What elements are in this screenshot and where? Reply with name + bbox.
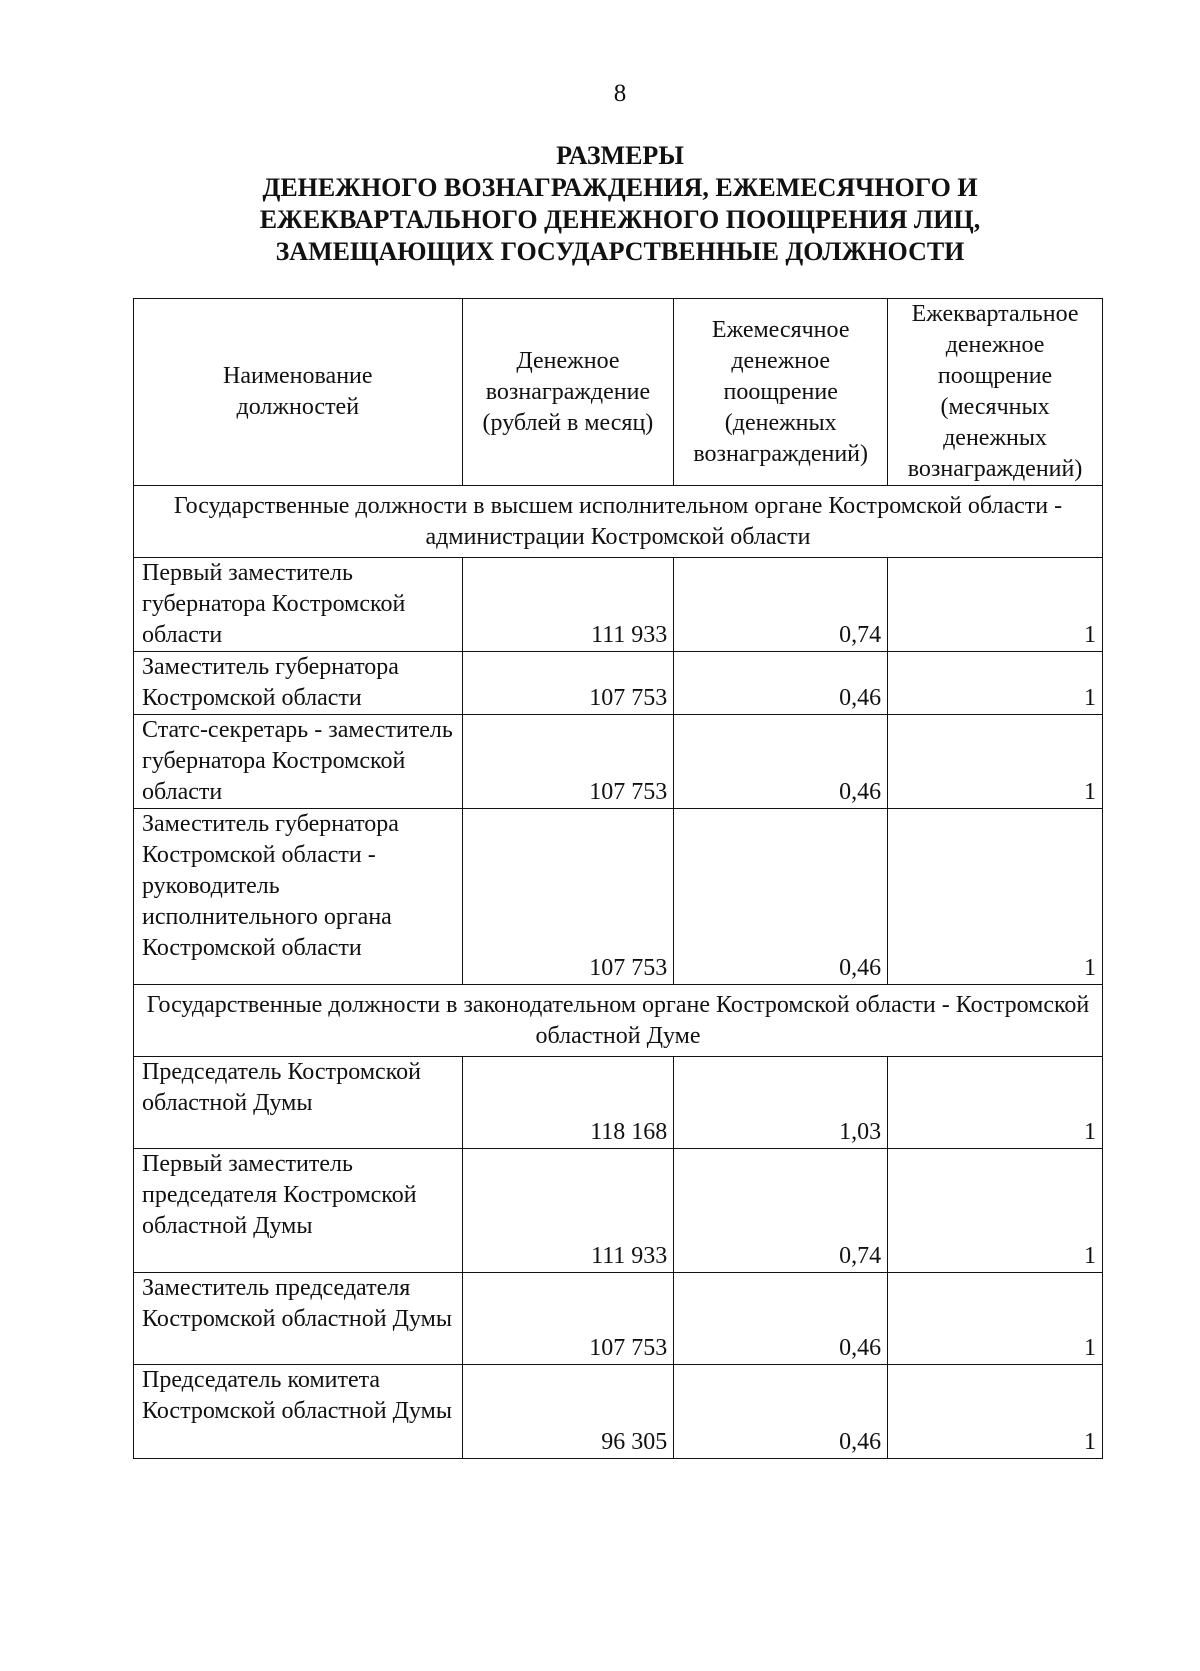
salary-value: 111 933 — [462, 1149, 674, 1273]
position-name: Заместитель председателя Костромской областной Думы — [134, 1273, 463, 1365]
position-name: Председатель комитета Костромской областной Думы — [134, 1365, 463, 1459]
position-name: Статс-секретарь - заместитель губернатора Костромской области — [134, 715, 463, 809]
position-name: Первый заместитель председателя Костромской областной Думы — [134, 1149, 463, 1273]
section-title-legislative: Государственные должности в законодательном органе Костромской области - Костромской областной Думе — [134, 985, 1103, 1057]
quarterly-bonus-value: 1 — [888, 1057, 1103, 1149]
document-title — [200, 140, 1040, 268]
table-row — [134, 1149, 1103, 1273]
position-name: Первый заместитель губернатора Костромской области — [134, 558, 463, 652]
salary-value: 107 753 — [462, 809, 674, 985]
table-row — [134, 1273, 1103, 1365]
header-monthly-bonus: Ежемесячное денежное поощрение (денежных вознаграждений) — [674, 299, 888, 486]
title-line: ЕЖЕКВАРТАЛЬНОГО ДЕНЕЖНОГО ПООЩРЕНИЯ ЛИЦ, — [259, 205, 981, 234]
salary-value: 118 168 — [462, 1057, 674, 1149]
header-position-name: Наименование должностей — [134, 299, 463, 486]
position-name: Заместитель губернатора Костромской области - руководитель исполнительного органа Костромской области — [134, 809, 463, 985]
monthly-bonus-value: 0,74 — [674, 558, 888, 652]
quarterly-bonus-value: 1 — [888, 652, 1103, 715]
title-line: ДЕНЕЖНОГО ВОЗНАГРАЖДЕНИЯ, ЕЖЕМЕСЯЧНОГО И — [262, 173, 978, 202]
table-row — [134, 715, 1103, 809]
table-row — [134, 652, 1103, 715]
quarterly-bonus-value: 1 — [888, 1273, 1103, 1365]
table-row — [134, 1365, 1103, 1459]
monthly-bonus-value: 0,74 — [674, 1149, 888, 1273]
salary-value: 107 753 — [462, 1273, 674, 1365]
salary-value: 107 753 — [462, 715, 674, 809]
salary-value: 96 305 — [462, 1365, 674, 1459]
quarterly-bonus-value: 1 — [888, 558, 1103, 652]
title-line: РАЗМЕРЫ — [556, 141, 684, 170]
quarterly-bonus-value: 1 — [888, 1149, 1103, 1273]
quarterly-bonus-value: 1 — [888, 809, 1103, 985]
quarterly-bonus-value: 1 — [888, 715, 1103, 809]
monthly-bonus-value: 0,46 — [674, 715, 888, 809]
monthly-bonus-value: 0,46 — [674, 809, 888, 985]
quarterly-bonus-value: 1 — [888, 1365, 1103, 1459]
title-line: ЗАМЕЩАЮЩИХ ГОСУДАРСТВЕННЫЕ ДОЛЖНОСТИ — [275, 237, 965, 266]
table-row — [134, 558, 1103, 652]
monthly-bonus-value: 0,46 — [674, 1273, 888, 1365]
salary-value: 111 933 — [462, 558, 674, 652]
page-number: 8 — [613, 80, 627, 107]
monthly-bonus-value: 1,03 — [674, 1057, 888, 1149]
monthly-bonus-value: 0,46 — [674, 1365, 888, 1459]
salary-value: 107 753 — [462, 652, 674, 715]
table-header-row — [134, 299, 1103, 486]
table-row — [134, 1057, 1103, 1149]
section-header-row — [134, 985, 1103, 1057]
position-name: Председатель Костромской областной Думы — [134, 1057, 463, 1149]
monthly-bonus-value: 0,46 — [674, 652, 888, 715]
salary-table — [133, 298, 1103, 1459]
position-name: Заместитель губернатора Костромской области — [134, 652, 463, 715]
section-header-row — [134, 486, 1103, 558]
header-quarterly-bonus: Ежеквартальное денежное поощрение (месячных денежных вознаграждений) — [888, 299, 1103, 486]
section-title-executive: Государственные должности в высшем исполнительном органе Костромской области - администрации Костромской области — [134, 486, 1103, 558]
header-salary: Денежное вознаграждение (рублей в месяц) — [462, 299, 674, 486]
table-row — [134, 809, 1103, 985]
